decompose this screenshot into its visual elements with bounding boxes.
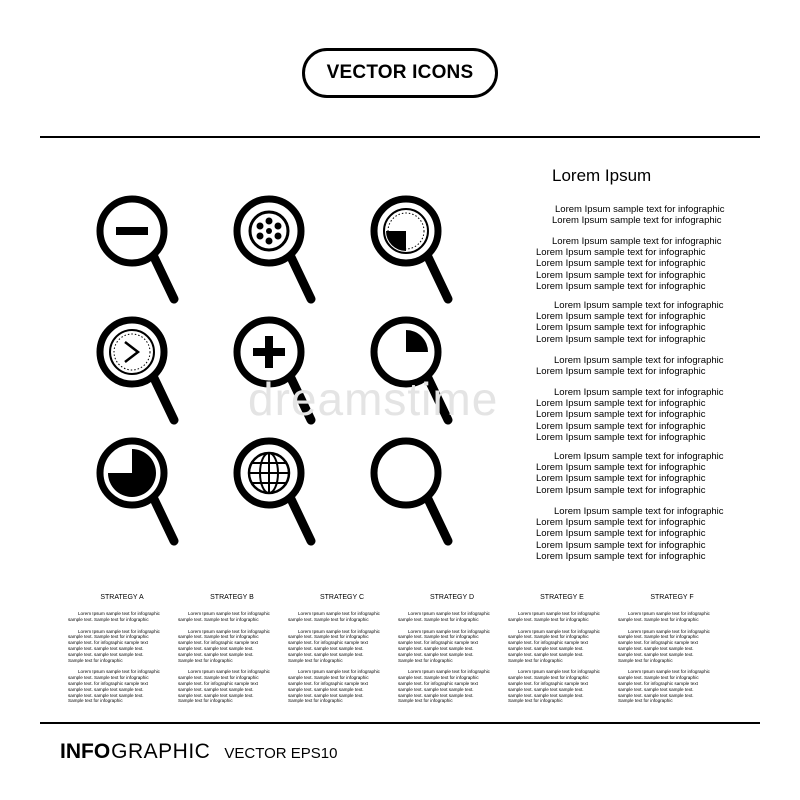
text-line: Sample text for infographic (508, 657, 563, 663)
text-line: Lorem Ipsum sample text for infographic (536, 366, 706, 378)
text-line: Lorem Ipsum sample text for infographic (628, 669, 710, 675)
right-paragraph-2 (536, 236, 722, 292)
strategy-paragraph (68, 611, 176, 623)
strategy-title: STRATEGY D (429, 594, 475, 601)
text-line: Sample text for infographic (288, 698, 343, 704)
right-paragraph-4 (536, 355, 724, 377)
text-line: Lorem Ipsum sample text for infographic (408, 669, 490, 675)
text-line: Sample text for infographic (288, 657, 343, 663)
text-line: Lorem Ipsum sample text for infographic (298, 611, 380, 616)
text-line: Sample text for infographic (618, 698, 673, 704)
text-line: sample text. Sample text for infographic (398, 616, 479, 622)
text-line: Lorem Ipsum sample text for infographic (536, 311, 706, 323)
text-line: sample text. sample text sample text. (288, 645, 364, 651)
text-line: sample text. sample text sample text. (398, 645, 474, 651)
strategy-paragraph (68, 669, 176, 704)
text-line: sample text. Sample text for infographic (178, 616, 259, 622)
text-line: Lorem Ipsum sample text for infographic (536, 247, 706, 259)
text-line: Sample text for infographic (178, 698, 233, 704)
text-line: sample text. Sample text for infographic (398, 675, 479, 681)
magnifier-clock-icon (88, 314, 188, 429)
text-line: sample text. Sample text for infographic (288, 634, 369, 640)
text-line: sample text. sample text sample text. (68, 651, 144, 657)
text-line: sample text. Sample text for infographic (288, 675, 369, 681)
strategy-b (178, 594, 286, 710)
text-line: Lorem Ipsum sample text for infographic (78, 628, 160, 634)
magnifier-gauge-icon (362, 193, 462, 308)
text-line: Lorem Ipsum sample text for infographic (188, 628, 270, 634)
text-line: sample text. Sample text for infographic (508, 634, 589, 640)
text-line: sample text. sample text sample text. (618, 686, 694, 692)
text-line: sample text. for infographic sample text (398, 640, 478, 646)
text-line: Lorem Ipsum sample text for infographic (554, 506, 724, 517)
text-line: sample text. sample text sample text. (68, 692, 144, 698)
strategy-title: STRATEGY C (319, 594, 365, 601)
text-line: sample text. sample text sample text. (178, 645, 254, 651)
text-line: Lorem Ipsum sample text for infographic (536, 462, 706, 474)
text-line: Lorem Ipsum sample text for infographic (298, 628, 380, 634)
strategy-paragraph (508, 629, 616, 664)
strategy-paragraph (288, 611, 396, 623)
text-line: sample text. sample text sample text. (618, 692, 694, 698)
text-line: sample text. sample text sample text. (508, 651, 584, 657)
text-line: Lorem Ipsum sample text for infographic (536, 473, 706, 485)
text-line: Lorem Ipsum sample text for infographic (518, 611, 600, 616)
text-line: Sample text for infographic (508, 698, 563, 704)
text-line: Lorem Ipsum sample text for infographic (78, 669, 160, 675)
text-line: Sample text for infographic (398, 657, 453, 663)
text-line: Sample text for infographic (68, 657, 123, 663)
text-line: sample text. sample text sample text. (68, 686, 144, 692)
text-line: sample text. sample text sample text. (508, 645, 584, 651)
text-line: sample text. Sample text for infographic (178, 634, 259, 640)
text-line: Lorem Ipsum sample text for infographic (554, 451, 724, 462)
text-line: sample text. Sample text for infographic (68, 634, 149, 640)
strategy-paragraph (618, 669, 726, 704)
text-line: Lorem Ipsum sample text for infographic (555, 204, 725, 215)
text-line: Lorem Ipsum sample text for infographic (554, 355, 724, 366)
text-line: sample text. Sample text for infographic (398, 634, 479, 640)
strategy-title: STRATEGY A (100, 594, 144, 601)
text-line: sample text. Sample text for infographic (178, 675, 259, 681)
text-line: Lorem Ipsum sample text for infographic (188, 611, 270, 616)
text-line: Lorem Ipsum sample text for infographic (628, 611, 710, 616)
right-paragraph-1 (552, 204, 725, 226)
strategy-paragraph (508, 611, 616, 623)
strategy-f (618, 594, 726, 710)
text-line: Sample text for infographic (68, 698, 123, 704)
footer (60, 740, 337, 764)
magnifier-pie-icon (88, 435, 188, 550)
strategy-paragraph (508, 669, 616, 704)
text-line: Lorem Ipsum sample text for infographic (408, 611, 490, 616)
text-line: sample text. sample text sample text. (398, 651, 474, 657)
text-line: sample text. for infographic sample text (288, 680, 368, 686)
strategy-paragraph (288, 629, 396, 664)
text-line: sample text. Sample text for infographic (68, 675, 149, 681)
footer-info: INFO (60, 740, 111, 763)
strategy-paragraph (288, 669, 396, 704)
strategy-paragraph (398, 629, 506, 664)
text-line: Lorem Ipsum sample text for infographic (536, 539, 706, 551)
text-line: Lorem Ipsum sample text for infographic (536, 409, 706, 421)
right-paragraph-6 (536, 451, 724, 496)
strategy-a (68, 594, 176, 710)
strategy-paragraph (178, 611, 286, 623)
text-line: sample text. Sample text for infographic (618, 634, 699, 640)
text-line: Lorem Ipsum sample text for infographic (536, 280, 706, 292)
text-line: sample text. sample text sample text. (288, 686, 364, 692)
magnifier-minus-icon (88, 193, 188, 308)
text-line: sample text. sample text sample text. (288, 692, 364, 698)
text-line: Lorem Ipsum sample text for infographic (188, 669, 270, 675)
text-line: Lorem Ipsum sample text for infographic (298, 669, 380, 675)
right-panel-title: Lorem Ipsum (552, 166, 652, 185)
text-line: sample text. for infographic sample text (398, 680, 478, 686)
strategy-paragraph (618, 629, 726, 664)
text-line: Lorem Ipsum sample text for infographic (552, 236, 722, 247)
text-line: Lorem Ipsum sample text for infographic (536, 333, 706, 345)
text-line: Sample text for infographic (178, 657, 233, 663)
text-line: sample text. sample text sample text. (398, 686, 474, 692)
right-paragraph-7 (536, 506, 724, 562)
magnifier-globe-icon (225, 435, 325, 550)
top-divider (40, 136, 760, 138)
strategy-title: STRATEGY E (540, 594, 584, 601)
text-line: Lorem Ipsum sample text for infographic (536, 258, 706, 270)
right-paragraph-3 (536, 300, 724, 345)
strategy-paragraph (178, 669, 286, 704)
strategy-title: STRATEGY F (650, 594, 694, 601)
text-line: sample text. for infographic sample text (508, 680, 588, 686)
text-line: sample text. sample text sample text. (618, 645, 694, 651)
text-line: sample text. sample text sample text. (178, 692, 254, 698)
text-line: Sample text for infographic (618, 657, 673, 663)
watermark: dreamstime (248, 373, 499, 425)
strategy-d (398, 594, 506, 710)
page-title: VECTOR ICONS (326, 62, 474, 83)
text-line: sample text. for infographic sample text (178, 680, 258, 686)
strategy-paragraph (618, 611, 726, 623)
magnifier-empty-icon (362, 435, 462, 550)
text-line: sample text. Sample text for infographic (618, 616, 699, 622)
right-paragraph-5 (536, 387, 724, 443)
text-line: sample text. sample text sample text. (618, 651, 694, 657)
text-line: sample text. sample text sample text. (178, 651, 254, 657)
footer-graphic: GRAPHIC (111, 740, 211, 763)
magnifier-film-reel-icon (225, 193, 325, 308)
text-line: Lorem Ipsum sample text for infographic (552, 215, 722, 227)
text-line: Lorem Ipsum sample text for infographic (536, 322, 706, 334)
text-line: sample text. Sample text for infographic (508, 675, 589, 681)
text-line: sample text. Sample text for infographic (508, 616, 589, 622)
text-line: Lorem Ipsum sample text for infographic (554, 387, 724, 398)
text-line: Lorem Ipsum sample text for infographic (554, 300, 724, 311)
text-line: sample text. for infographic sample text (288, 640, 368, 646)
text-line: Lorem Ipsum sample text for infographic (536, 484, 706, 496)
text-line: sample text. for infographic sample text (508, 640, 588, 646)
text-line: sample text. sample text sample text. (288, 651, 364, 657)
strategy-paragraph (68, 629, 176, 664)
strategy-paragraph (178, 629, 286, 664)
text-line: Lorem Ipsum sample text for infographic (408, 628, 490, 634)
text-line: sample text. Sample text for infographic (618, 675, 699, 681)
text-line: sample text. sample text sample text. (508, 686, 584, 692)
text-line: sample text. Sample text for infographic (288, 616, 369, 622)
text-line: sample text. sample text sample text. (68, 645, 144, 651)
text-line: Lorem Ipsum sample text for infographic (518, 669, 600, 675)
text-line: Lorem Ipsum sample text for infographic (536, 528, 706, 540)
strategy-e (508, 594, 616, 710)
text-line: Sample text for infographic (398, 698, 453, 704)
text-line: sample text. sample text sample text. (398, 692, 474, 698)
text-line: sample text. for infographic sample text (618, 680, 698, 686)
text-line: sample text. for infographic sample text (68, 680, 148, 686)
text-line: sample text. Sample text for infographic (68, 616, 149, 622)
strategy-paragraph (398, 669, 506, 704)
text-line: Lorem Ipsum sample text for infographic (536, 420, 706, 432)
text-line: Lorem Ipsum sample text for infographic (78, 611, 160, 616)
footer-vector: VECTOR EPS10 (224, 745, 338, 762)
text-line: Lorem Ipsum sample text for infographic (536, 550, 706, 562)
text-line: Lorem Ipsum sample text for infographic (536, 269, 706, 281)
text-line: Lorem Ipsum sample text for infographic (536, 431, 706, 443)
text-line: Lorem Ipsum sample text for infographic (628, 628, 710, 634)
text-line: sample text. for infographic sample text (68, 640, 148, 646)
text-line: sample text. sample text sample text. (178, 686, 254, 692)
text-line: Lorem Ipsum sample text for infographic (536, 398, 706, 410)
text-line: Lorem Ipsum sample text for infographic (518, 628, 600, 634)
text-line: Lorem Ipsum sample text for infographic (536, 517, 706, 529)
text-line: sample text. for infographic sample text (618, 640, 698, 646)
strategy-paragraph (398, 611, 506, 623)
strategy-title: STRATEGY B (210, 594, 254, 601)
title-badge (302, 48, 498, 98)
bottom-divider (40, 722, 760, 724)
strategy-c (288, 594, 396, 710)
text-line: sample text. for infographic sample text (178, 640, 258, 646)
text-line: sample text. sample text sample text. (508, 692, 584, 698)
